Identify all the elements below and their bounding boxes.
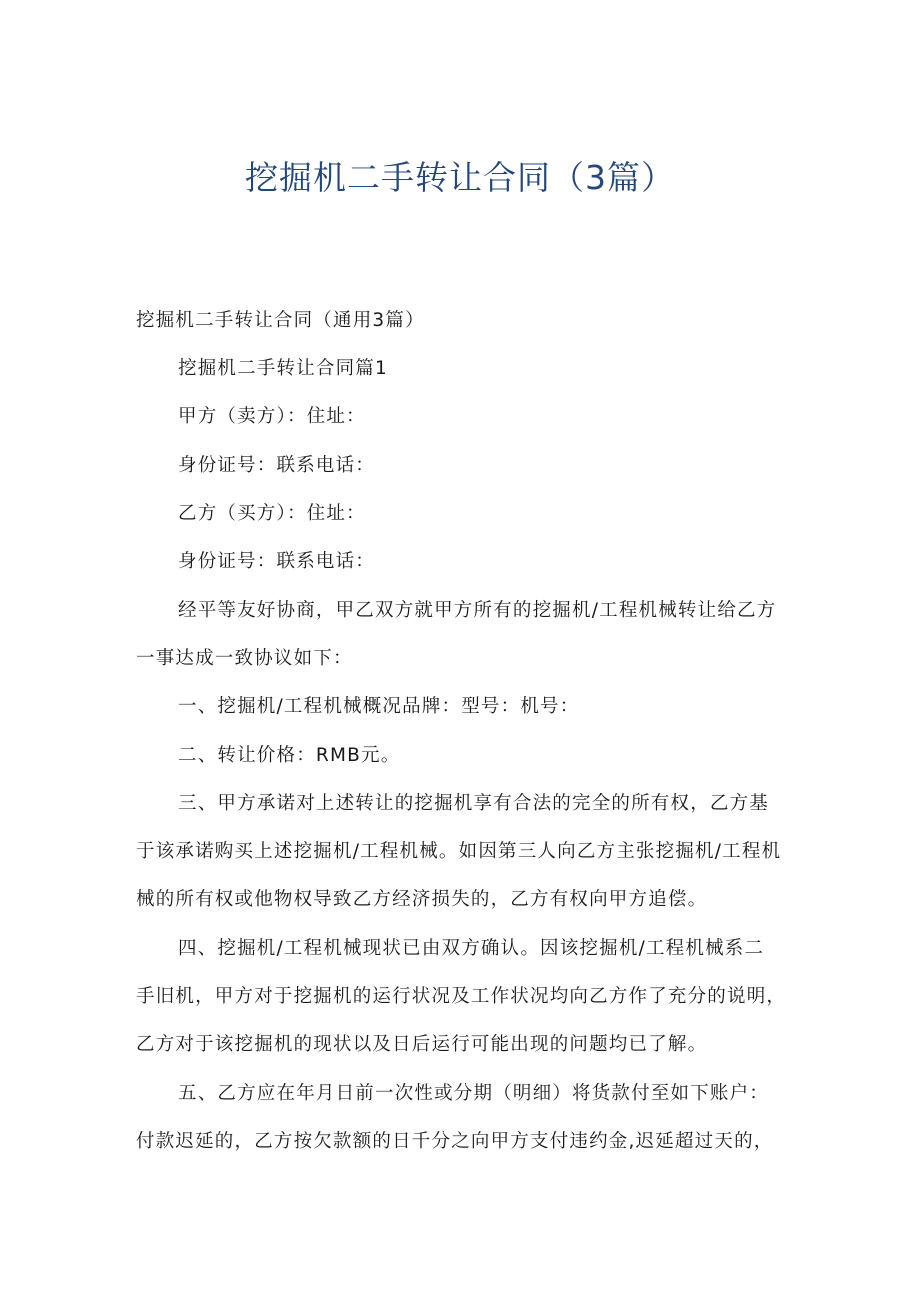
clause-4-line-2: 手旧机，甲方对于挖掘机的运行状况及工作状况均向乙方作了充分的说明， [136,986,787,1007]
section-heading: 挖掘机二手转让合同篇1 [178,358,388,379]
clause-5-line-1: 五、乙方应在年月日前一次性或分期（明细）将货款付至如下账户： [178,1083,770,1104]
party-b-address-line: 乙方（买方）：住址： [178,503,366,524]
clause-4-line-1: 四、挖掘机/工程机械现状已由双方确认。因该挖掘机/工程机械系二 [178,938,765,959]
intro-paragraph-line-1: 经平等友好协商，甲乙双方就甲方所有的挖掘机/工程机械转让给乙方 [178,600,777,621]
intro-paragraph-line-2: 一事达成一致协议如下： [136,648,353,669]
party-a-address-line: 甲方（卖方）：住址： [178,406,366,427]
party-a-id-line: 身份证号：联系电话： [178,455,376,476]
clause-3-line-2: 于该承诺购买上述挖掘机/工程机械。如因第三人向乙方主张挖掘机/工程机 [136,841,782,862]
party-b-id-line: 身份证号：联系电话： [178,551,376,572]
document-subtitle: 挖掘机二手转让合同（通用3篇） [136,310,425,331]
clause-3-line-1: 三、甲方承诺对上述转让的挖掘机享有合法的完全的所有权，乙方基 [178,793,770,814]
clause-4-line-3: 乙方对于该挖掘机的现状以及日后运行可能出现的问题均已了解。 [136,1034,708,1055]
clause-5-line-2: 付款迟延的，乙方按欠款额的日千分之向甲方支付违约金,迟延超过天的， [136,1131,774,1152]
clause-1: 一、挖掘机/工程机械概况品牌：型号：机号： [178,696,580,717]
clause-2: 二、转让价格：RMB元。 [178,745,401,766]
document-title: 挖掘机二手转让合同（3篇） [245,158,675,197]
clause-3-line-3: 械的所有权或他物权导致乙方经济损失的，乙方有权向甲方追偿。 [136,889,708,910]
